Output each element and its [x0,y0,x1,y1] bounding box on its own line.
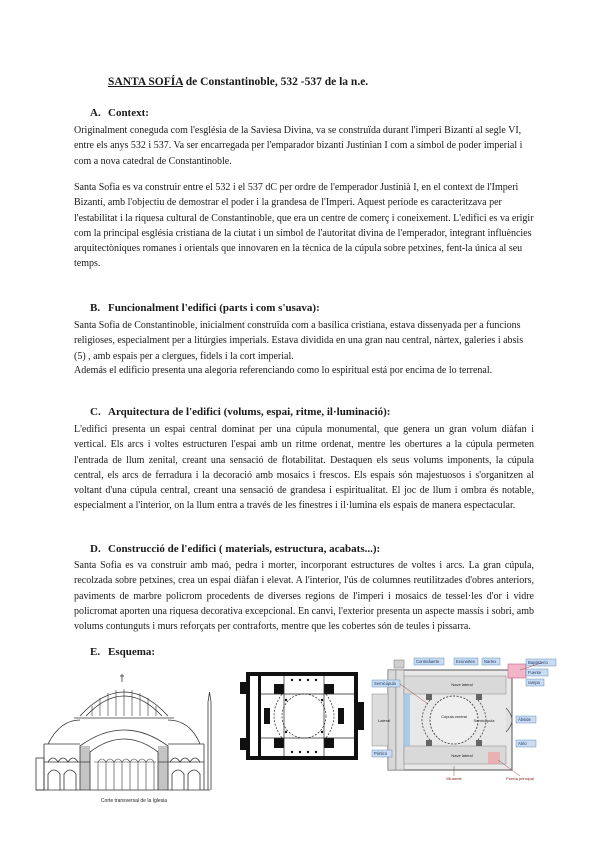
section-a-paragraph-2: Santa Sofia es va construir entre el 532 i el 537 dC per ordre de l'emperador Justinià I, en el context de l'Imperi Bizantí, amb l'objectiu de demostrar el poder i la grandesa de l'Imperi. Aquest període es caracteritzava per l'estabilitat i la riquesa cultural de Constantinoble, que era un centre de comerç i coneixement. L'edifici es va erigir com la principal església cristiana de la ciutat i un símbol de l'autoritat divina de l'emperador, integrant influències arquitectòniques romanes i orientals que innovaren en la tècnica de la cúpula sobre petxines, fent-la única al seu temps. [74,182,534,270]
labeled-plan-figure [370,656,558,788]
section-b-heading: B. Funcionalment l'edifici (parts i com s'usava): [90,302,320,314]
section-b-paragraph-2: Además el edificio presenta una alegoria referenciando como lo espiritual está por encima de lo terrenal. [74,365,493,376]
label-portico: Pórtico [374,751,388,756]
label-atrio: Atrio [518,741,527,746]
cross-section-figure [34,662,214,808]
cross-section-drawing [34,662,214,808]
section-d-paragraph-1: Santa Sofia es va construir amb maó, pedra i morter, incorporant estructures de voltes i arcs. La gran cúpula, recolzada sobre petxines, crea un espai diàfan i elevat. A l'interior, l'ús de columnes reutilitzades d'obres anteriors, paviments de marbre policrom procedents de diverses regions de l'imperi i mosaics de tessel·les d'or i vidre policromat aporten una riquesa decorativa excepcional. En canvi, l'exterior presenta un aspecte massís i sobri, amb volums contunguts i murs reforçats per contraforts, mentre que les cobertes són de teules i pissarra. [74,560,534,633]
label-lateral: Lateral [378,718,391,723]
labeled-plan-drawing [370,656,558,788]
label-baptisterio: Baptisterio [528,660,548,665]
label-rampa: rampa [528,680,540,685]
document-title [108,76,368,88]
section-c-heading: C. Arquitectura de l'edifici (volums, espai, ritme, il·luminació): [90,406,391,418]
section-a-heading: A. Context: [90,107,149,119]
section-b-paragraph-1: Santa Sofia de Constantinoble, inicialment construïda com a basílica cristiana, estava dissenyada per a funcions religioses, especialment per a litúrgies imperials. Estava dividida en una gran nau central, nàrtex, galeries i absis (5) , amb espais per a clergues, fidels i la cort imperial. [74,320,524,362]
label-nave-lateral-top: Nave lateral [451,682,473,687]
label-semicupula-right: Semicúpula [473,718,495,723]
label-nave-lateral-bottom: Nave lateral [451,753,473,758]
label-exonartex: Exonartex [456,659,475,664]
section-c-paragraph-1: L'edifici presenta un espai central dominat per una cúpula monumental, que genera un gran volum diàfan i vertical. Els arcs i voltes estructuren l'espai amb un ritme ordenat, mentre les obertures a la cúpula permeten l'entrada de llum zenital, creant una sensació de flotabilitat. Destaquen els seus volums imponents, la cúpula central, els arcs de ferradura i la decoració amb mosaics i frescos. Els espais són majestuosos i s'organitzen al voltant d'una cúpula central, creant una sensació de grandesa i espiritualitat. El joc de llum i ombra és notable, especialment a l'interior, on la llum entra a través de les finestres i il·lumina els espais de manera espectacular. [74,424,534,512]
cross-section-caption: Corte transversal de la Iglesia [100,798,168,804]
section-d-heading: D. Construcció de l'edifici ( materials, estructura, acabats...): [90,543,381,555]
section-a-paragraph-1: Originalment coneguda com l'església de la Saviesa Divina, va se construïda durant l'imperi Bizantí al segle VI, entre els anys 532 i 537. Va ser encarregada per l'emparador bizantí Justinian I com a símbol de poder imperial i com a nova catedral de Constantinoble. [74,125,523,167]
floor-plan-drawing [240,662,364,770]
floor-plan-figure [240,662,364,770]
title-rest: de Constantinoble, 532 -537 de la n.e. [182,76,369,88]
label-contrafuerte: Contrafuerte [416,659,440,664]
label-puerta-principal: Puerta principal [506,776,534,781]
label-semicupula-left: Semicúpula [374,681,396,686]
label-minarete: Minarete [446,776,462,781]
label-fuente: Fuente [528,670,542,675]
label-nartex: Nartex [484,659,497,664]
title-underlined: SANTA SOFÍA [108,76,183,88]
section-e-heading: E. Esquema: [90,646,156,658]
label-abside: Ábside [518,717,531,722]
label-cupula-central: Cúpula central [441,714,467,719]
